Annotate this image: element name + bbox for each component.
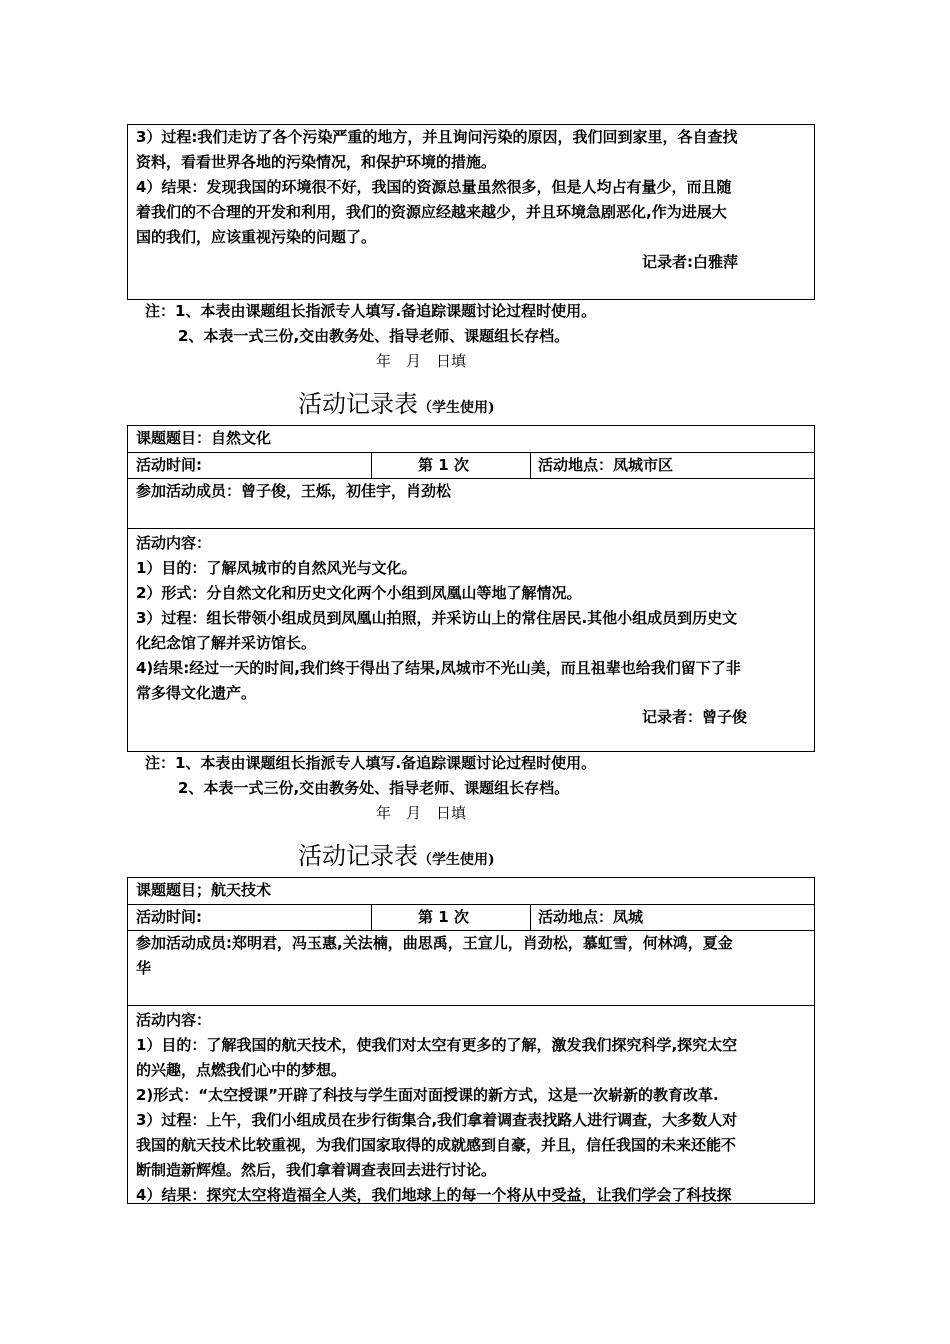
record-block-top <box>127 124 815 300</box>
result-line-3: 国的我们，应该重视污染的问题了。 <box>136 228 377 246</box>
activity-time-label: 活动时间: <box>136 456 202 474</box>
content-result-2: 常多得文化遗产。 <box>136 684 257 702</box>
content-process-3: 断制造新辉煌。然后，我们拿着调查表回去进行讨论。 <box>136 1161 497 1179</box>
session-count: 第 1 次 <box>418 456 469 474</box>
recorder: 记录者:白雅萍 <box>642 253 738 271</box>
content-purpose-1: 1）目的：了解我国的航天技术，使我们对太空有更多的了解，激发我们探究科学,探究太空 <box>136 1036 738 1054</box>
content-result-1: 4)结果:经过一天的时间,我们终于得出了结果,凤城市不光山美，而且祖辈也给我们留下了非 <box>136 659 741 677</box>
process-line-1: 3）过程:我们走访了各个污染严重的地方，并且询问污染的原因，我们回到家里，各自查找 <box>136 128 738 146</box>
result-line-2: 着我们的不合理的开发和利用，我们的资源应经越来越少，并且环境急剧恶化,作为进展大 <box>136 203 727 221</box>
content-form: 2)形式：“太空授课”开辟了科技与学生面对面授课的新方式，这是一次崭新的教育改革. <box>136 1086 719 1104</box>
content-form: 2）形式：分自然文化和历史文化两个小组到凤凰山等地了解情况。 <box>136 584 582 602</box>
session-count: 第 1 次 <box>418 908 469 926</box>
topic: 课题题目；航天技术 <box>136 881 272 899</box>
form-title-main: 活动记录表 <box>298 390 418 418</box>
fill-date: 年 月 日填 <box>376 352 467 370</box>
content-purpose-2: 的兴趣，点燃我们心中的梦想。 <box>136 1061 347 1079</box>
content-process-2: 化纪念馆了解并采访馆长。 <box>136 634 317 652</box>
note-line-2: 2、本表一式三份,交由教务处、指导老师、课题组长存档。 <box>178 779 570 797</box>
activity-location: 活动地点：凤城市区 <box>538 456 674 474</box>
fill-date: 年 月 日填 <box>376 804 467 822</box>
content-result-1: 4）结果：探究太空将造福全人类，我们地球上的每一个将从中受益，让我们学会了科技探 <box>136 1186 732 1204</box>
members-line-2: 华 <box>136 959 152 977</box>
activity-location: 活动地点：凤城 <box>538 908 644 926</box>
content-process-1: 3）过程：组长带领小组成员到凤凰山拍照，并采访山上的常住居民.其他小组成员到历史文 <box>136 609 738 627</box>
note-line-1: 注：1、本表由课题组长指派专人填写.备追踪课题讨论过程时使用。 <box>145 754 597 772</box>
form-title-2 <box>298 836 495 871</box>
activity-form-1 <box>127 425 815 752</box>
content-purpose: 1）目的：了解凤城市的自然风光与文化。 <box>136 559 417 577</box>
form-title-1 <box>298 384 495 419</box>
topic: 课题题目：自然文化 <box>136 429 272 447</box>
note-line-1: 注：1、本表由课题组长指派专人填写.备追踪课题讨论过程时使用。 <box>145 302 597 320</box>
activity-time-label: 活动时间: <box>136 908 202 926</box>
form-title-sub: （学生使用) <box>418 400 495 416</box>
result-line-1: 4）结果：发现我国的环境很不好，我国的资源总量虽然很多，但是人均占有量少，而且随 <box>136 178 732 196</box>
recorder: 记录者：曾子俊 <box>642 708 748 726</box>
content-process-2: 我国的航天技术比较重视，为我们国家取得的成就感到自豪，并且，信任我国的未来还能不 <box>136 1136 737 1154</box>
members: 参加活动成员：曾子俊，王烁，初佳宇，肖劲松 <box>136 482 452 500</box>
content-process-1: 3）过程：上午，我们小组成员在步行街集合,我们拿着调查表找路人进行调查，大多数人对 <box>136 1111 738 1129</box>
process-line-2: 资料，看看世界各地的污染情况，和保护环境的措施。 <box>136 153 497 171</box>
content-label: 活动内容： <box>136 534 212 552</box>
form-title-sub: （学生使用) <box>418 852 495 868</box>
note-line-2: 2、本表一式三份,交由教务处、指导老师、课题组长存档。 <box>178 327 570 345</box>
activity-form-2 <box>127 877 815 1204</box>
form-title-main: 活动记录表 <box>298 842 418 870</box>
content-label: 活动内容： <box>136 1011 212 1029</box>
members-line-1: 参加活动成员:郑明君，冯玉惠,关法楠，曲思禹，王宣儿，肖劲松，慕虹雪，何林鸿，夏金 <box>136 934 733 952</box>
